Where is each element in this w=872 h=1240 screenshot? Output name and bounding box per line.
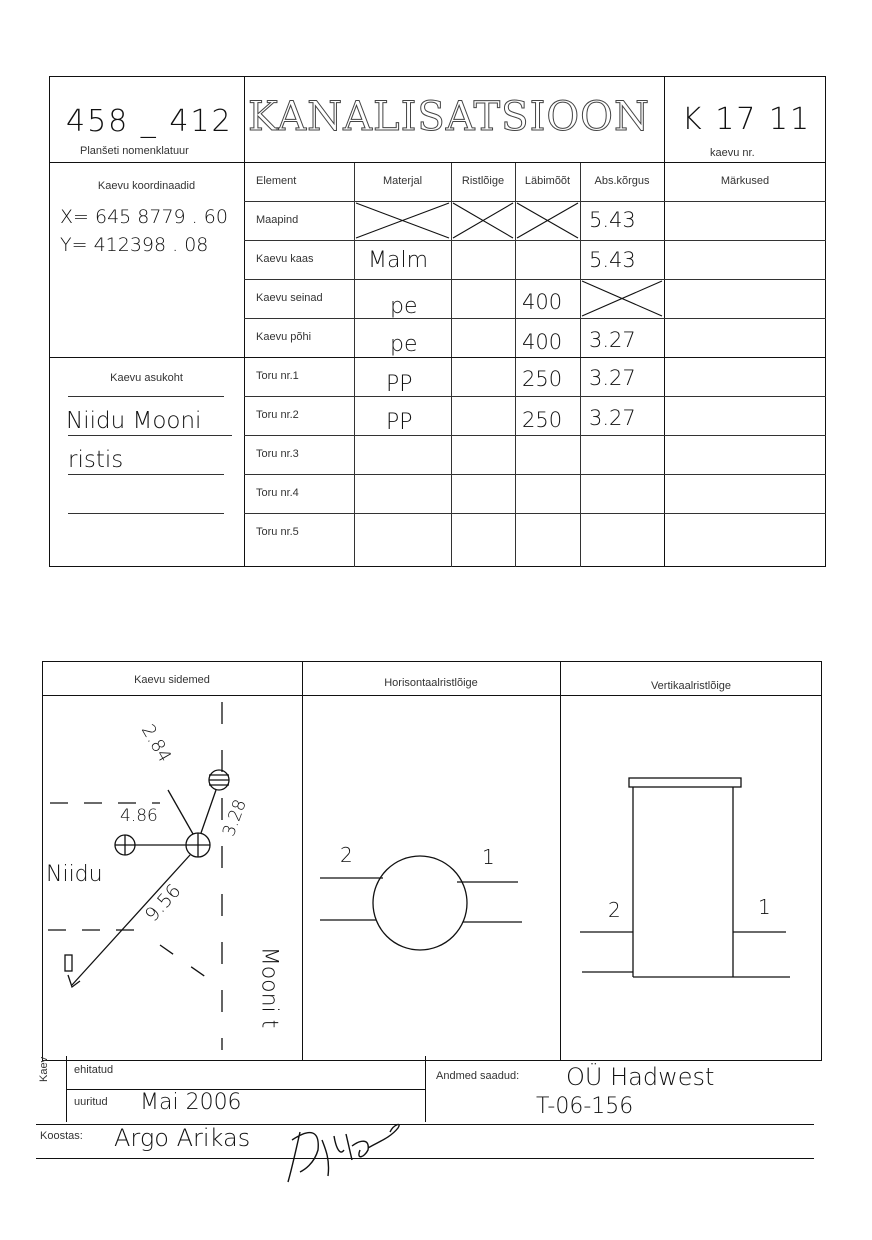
pipe-number-label: 1 <box>758 895 771 919</box>
coordinate-x: X= 645 8779 . 60 <box>60 206 228 228</box>
pipe-number-label: 2 <box>340 843 353 867</box>
column-header-cross-section: Ristlõige <box>461 175 505 187</box>
cell-material: Malm <box>368 248 429 273</box>
cell-abs-height: 3.27 <box>589 406 636 430</box>
row-element: Toru nr.4 <box>256 487 299 499</box>
cell-diameter: 400 <box>522 330 563 354</box>
well-number-label: kaevu nr. <box>710 147 755 159</box>
data-source-label: Andmed saadud: <box>436 1070 520 1082</box>
author-label: Koostas: <box>40 1130 83 1142</box>
coordinate-y: Y= 412398 . 08 <box>60 234 209 256</box>
street-label-niidu: Niidu <box>46 862 103 887</box>
column-header-remarks: Märkused <box>720 175 770 187</box>
row-element: Kaevu põhi <box>256 331 312 343</box>
row-element: Toru nr.1 <box>256 370 299 382</box>
surveyed-date: Mai 2006 <box>140 1090 242 1115</box>
cell-abs-height: 3.27 <box>589 366 636 390</box>
dimension-label: 9.56 <box>140 879 186 927</box>
sketch-ties-label: Kaevu sidemed <box>134 674 210 686</box>
coordinates-label: Kaevu koordinaadid <box>97 180 196 192</box>
cell-abs-height: 3.27 <box>589 328 636 352</box>
column-header-material: Materjal <box>382 175 423 187</box>
row-element: Toru nr.5 <box>256 526 299 538</box>
row-element: Maapind <box>256 214 299 226</box>
cell-material: PP <box>386 372 413 397</box>
row-element: Kaevu kaas <box>256 253 314 265</box>
pipe-number-label: 2 <box>608 898 621 922</box>
column-header-abs-height: Abs.kõrgus <box>594 175 650 187</box>
cell-material: PP <box>386 410 413 435</box>
kaev-label: Kaev <box>38 1056 50 1082</box>
nomenclature-value: 458 _ 412 <box>66 104 233 139</box>
cell-abs-height: 5.43 <box>589 208 636 232</box>
cell-diameter: 250 <box>522 367 563 391</box>
dimension-label: 3.28 <box>219 796 251 840</box>
dimension-label: 4.86 <box>120 806 158 826</box>
vertical-section-label: Vertikaalristlõige <box>650 680 732 692</box>
data-source-value: OÜ Hadwest <box>566 1063 715 1091</box>
author-name: Argo Arikas <box>114 1124 251 1152</box>
location-label: Kaevu asukoht <box>110 372 183 384</box>
location-line-2: ristis <box>68 447 124 473</box>
surveyed-label: uuritud <box>74 1096 108 1108</box>
dimension-label: 2.84 <box>136 720 176 767</box>
row-element: Kaevu seinad <box>256 292 323 304</box>
cell-material: pe <box>390 294 418 319</box>
well-number-value: K 17 11 <box>682 102 812 137</box>
street-label-mooni: Mooni t <box>256 946 282 1029</box>
cell-material: pe <box>390 332 418 357</box>
column-header-diameter: Läbimõõt <box>524 175 571 187</box>
cell-diameter: 250 <box>522 408 563 432</box>
row-element: Toru nr.2 <box>256 409 299 421</box>
horizontal-section-label: Horisontaalristlõige <box>384 677 478 689</box>
cell-abs-height: 5.43 <box>589 248 636 272</box>
document-title: KANALISATSIOON <box>248 94 650 140</box>
column-header-element: Element <box>256 175 297 187</box>
location-line-1: Niidu Mooni <box>66 408 202 434</box>
row-element: Toru nr.3 <box>256 448 299 460</box>
nomenclature-label: Planšeti nomenklatuur <box>80 145 189 157</box>
built-label: ehitatud <box>74 1064 114 1076</box>
data-source-reference: T-06-156 <box>536 1094 634 1119</box>
cell-diameter: 400 <box>522 290 563 314</box>
pipe-number-label: 1 <box>482 845 495 869</box>
